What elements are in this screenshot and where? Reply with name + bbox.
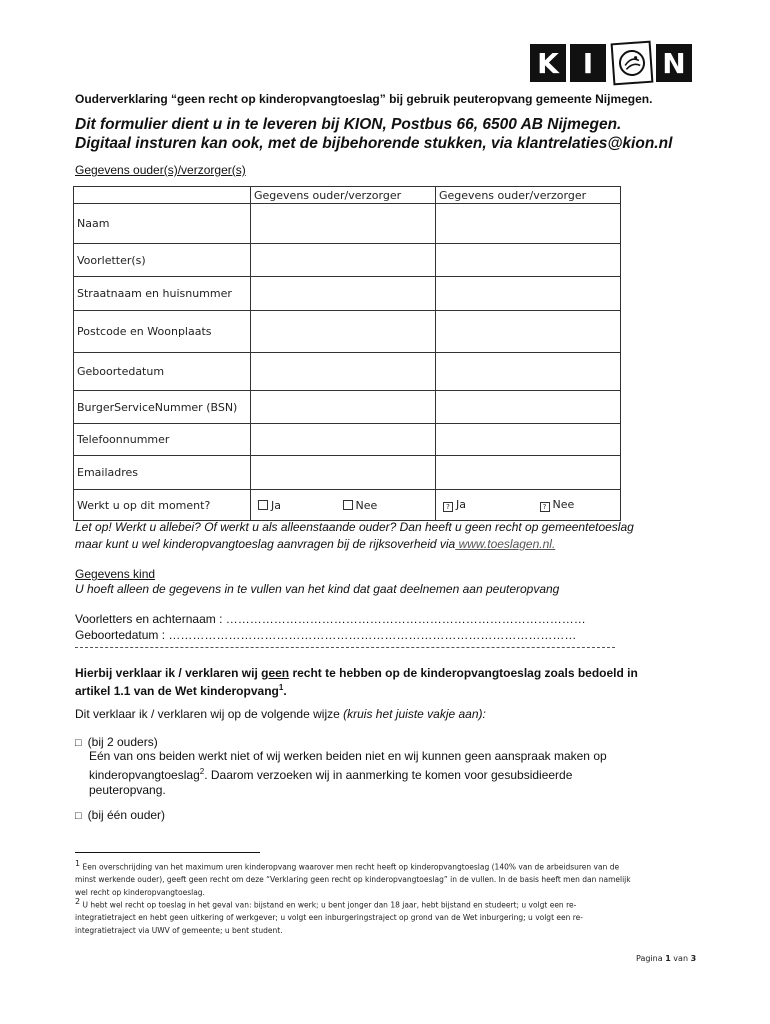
option-two-parents-text: Eén van ons beiden werkt niet of wij werken beiden niet en wij kunnen geen aanspraak maken op kinderopvangtoeslag$^2$. Daarom verzoeken wij in aanmerking te komen voor gesubsidieerde peuteropvang. — [89, 749, 607, 797]
option-two-parents-checkbox[interactable]: □ — [75, 737, 82, 749]
row-label-emailadres: Emailadres — [74, 456, 251, 490]
ja-checkbox-parent-2[interactable]: ? Ja — [443, 498, 466, 511]
bsn-field-parent-2[interactable] — [436, 391, 621, 424]
header-cell-parent-1: Gegevens ouder/verzorger — [251, 187, 436, 204]
email-field-parent-2[interactable] — [436, 456, 621, 490]
table-row — [74, 311, 621, 353]
table-row — [74, 424, 621, 456]
checkbox-icon — [258, 500, 268, 510]
email-field-parent-1[interactable] — [251, 456, 436, 490]
declaration-line-2: artikel 1.1 van de Wet kinderopvang$^1$. — [75, 683, 287, 698]
postcode-field-parent-2[interactable] — [436, 311, 621, 353]
table-row — [74, 204, 621, 244]
ja-checkbox-parent-1[interactable]: Ja — [258, 499, 281, 512]
table-row — [74, 353, 621, 391]
footnote-1: $^1$ Een overschrijding van het maximum uren kinderopvang waarover men recht heeft op kinderopvangtoeslag (140% van de arbeidsuren van de minst werkende ouder), geeft geen recht om deze “Verklaring geen recht op kinderopvangtoeslag” in de vullen. In de basis heeft men dan namelijk wel recht op kinderopvangtoeslag. — [75, 859, 631, 897]
bsn-field-parent-1[interactable] — [251, 391, 436, 424]
document-title: Ouderverklaring “geen recht op kinderopvangtoeslag” bij gebruik peuteropvang gemeente Nijmegen. — [75, 92, 653, 106]
logo-emblem-icon — [616, 47, 648, 79]
row-label-telefoonnummer: Telefoonnummer — [74, 424, 251, 456]
option-single-parent-checkbox[interactable]: □ — [75, 810, 82, 822]
footnote-separator — [75, 852, 260, 853]
table-row — [74, 456, 621, 490]
telefoon-field-parent-2[interactable] — [436, 424, 621, 456]
child-section-note: U hoeft alleen de gegevens in te vullen van het kind dat gaat deelnemen aan peuteropvang — [75, 582, 560, 596]
table-header-row — [74, 187, 621, 204]
table-row — [74, 277, 621, 311]
telefoon-field-parent-1[interactable] — [251, 424, 436, 456]
work-status-parent-2 — [436, 490, 621, 521]
notice-line-2 — [75, 537, 555, 551]
straatnaam-field-parent-1[interactable] — [251, 277, 436, 311]
row-label-voorletters: Voorletter(s) — [74, 244, 251, 277]
naam-field-parent-2[interactable] — [436, 204, 621, 244]
logo-letter-k: K — [530, 44, 566, 82]
straatnaam-field-parent-2[interactable] — [436, 277, 621, 311]
header-cell-parent-2: Gegevens ouder/verzorger — [436, 187, 621, 204]
logo-letter-i: I — [570, 44, 606, 82]
geboortedatum-field-parent-2[interactable] — [436, 353, 621, 391]
logo-o-emblem — [611, 41, 654, 86]
option-two-parents: □ (bij 2 ouders) — [75, 735, 158, 749]
page-number: Pagina 1 van 3 — [636, 954, 697, 963]
footnote-ref-1: 1 — [278, 683, 284, 692]
table-row — [74, 490, 621, 521]
work-status-parent-1 — [251, 490, 436, 521]
footnote-2: $^2$ U hebt wel recht op toeslag in het geval van: bijstand en werk; u bent jonger dan 18 jaar, hebt bijstand en studeert; u volgt een re- integratietraject en hebt geen uitkering of werkgever; u volgt een inburgeringstraject op grond van de Wet inburgering; u volgt een re- integratietraject via UWV of gemeente; u bent student. — [75, 897, 584, 935]
notice-line-1: Let op! Werkt u allebei? Of werkt u als alleenstaande ouder? Dan heeft u geen recht op gemeentetoeslag — [75, 520, 634, 534]
row-label-postcode: Postcode en Woonplaats — [74, 311, 251, 353]
kion-logo — [530, 44, 696, 86]
geboortedatum-field-parent-1[interactable] — [251, 353, 436, 391]
row-label-geboortedatum: Geboortedatum — [74, 353, 251, 391]
nee-checkbox-parent-2[interactable]: ? Nee — [540, 498, 575, 511]
section-divider — [75, 647, 615, 648]
declaration-method: Dit verklaar ik / verklaren wij op de volgende wijze (kruis het juiste vakje aan): — [75, 707, 486, 721]
postcode-field-parent-1[interactable] — [251, 311, 436, 353]
row-label-bsn: BurgerServiceNummer (BSN) — [74, 391, 251, 424]
row-label-werkt: Werkt u op dit moment? — [74, 490, 251, 521]
geen-emphasis: geen — [261, 666, 290, 680]
child-section-heading: Gegevens kind — [75, 567, 156, 581]
row-label-straatnaam: Straatnaam en huisnummer — [74, 277, 251, 311]
parents-form-table — [73, 186, 621, 521]
table-row — [74, 391, 621, 424]
nee-checkbox-parent-1[interactable]: Nee — [343, 499, 378, 512]
voorletters-field-parent-1[interactable] — [251, 244, 436, 277]
toeslagen-link[interactable]: www.toeslagen.nl. — [455, 537, 556, 551]
notice-text: maar kunt u wel kinderopvangtoeslag aanvragen bij de rijksoverheid via — [75, 537, 456, 551]
declaration-line-1: Hierbij verklaar ik / verklaren wij geen recht te hebben op de kinderopvangtoeslag zoals bedoeld in — [75, 666, 638, 680]
child-dob-field[interactable]: Geboortedatum : ………………………………………………………………………………………… — [75, 628, 577, 642]
voorletters-field-parent-2[interactable] — [436, 244, 621, 277]
digital-submission-instruction: Digitaal insturen kan ook, met de bijbehorende stukken, via klantrelaties@kion.nl — [75, 135, 673, 152]
child-name-field[interactable]: Voorletters en achternaam : ……………………………………………………………………………… — [75, 612, 586, 626]
naam-field-parent-1[interactable] — [251, 204, 436, 244]
parents-section-heading: Gegevens ouder(s)/verzorger(s) — [75, 163, 246, 177]
header-cell-empty — [74, 187, 251, 204]
table-row — [74, 244, 621, 277]
logo-letter-n: N — [656, 44, 692, 82]
row-label-naam: Naam — [74, 204, 251, 244]
option-single-parent: □ (bij één ouder) — [75, 808, 166, 822]
checkbox-icon — [343, 500, 353, 510]
footnote-ref-2: 2 — [199, 767, 205, 776]
checkbox-icon: ? — [540, 502, 550, 512]
submission-instruction: Dit formulier dient u in te leveren bij KION, Postbus 66, 6500 AB Nijmegen. — [75, 116, 622, 133]
checkbox-icon: ? — [443, 502, 453, 512]
